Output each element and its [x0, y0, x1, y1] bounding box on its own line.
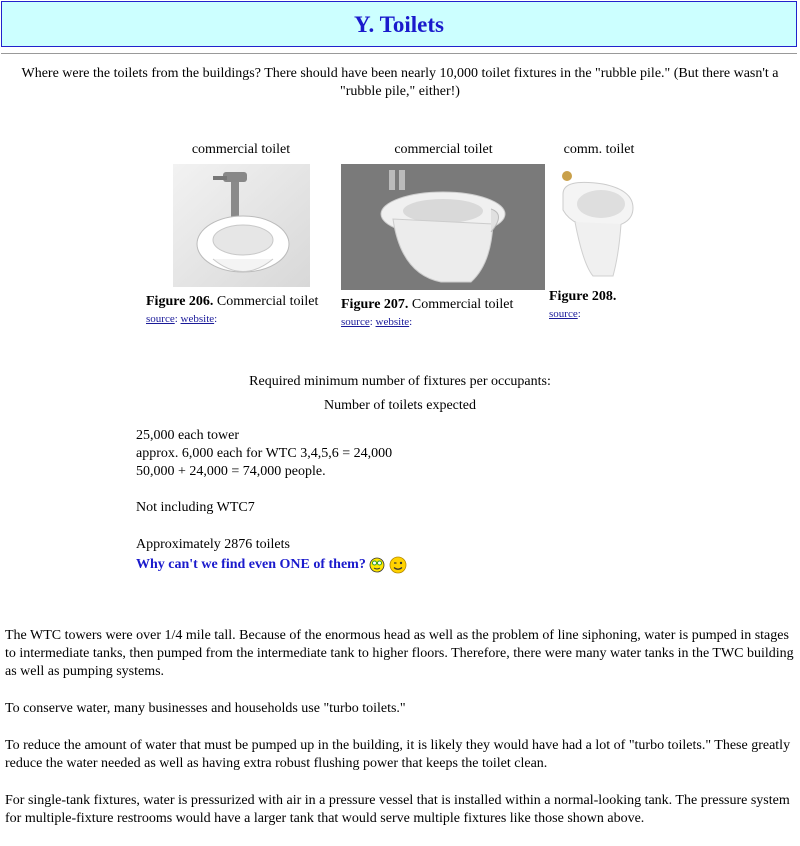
title-banner	[1, 1, 797, 47]
divider	[1, 53, 797, 54]
paragraph-reduce-water: To reduce the amount of water that must be pumped up in the building, it is likely they would have had a lot of "turbo toilets." These greatly reduce the water needed as well as having extra robust flushing power that keeps the toilet clean.	[5, 738, 791, 771]
separator: :	[174, 313, 181, 325]
source-link[interactable]: source	[549, 308, 578, 320]
why-question-line	[136, 556, 407, 574]
figure-206	[146, 141, 336, 328]
paragraph-single-tank: For single-tank fixtures, water is pressurized with air in a pressure vessel that is installed within a normal-looking tank. The pressure system for multiple-fixture restrooms would have a larger tank that would serve multiple fixtures like those shown above.	[5, 793, 790, 826]
intro-paragraph: Where were the toilets from the buildings? There should have been nearly 10,000 toilet fixtures in the "rubble pile." (But there wasn't a "rubble pile," either!)	[21, 66, 779, 99]
website-link[interactable]: website	[180, 313, 215, 325]
commercial-toilet-photo	[553, 164, 641, 282]
separator: :	[409, 316, 413, 328]
paragraph-wtc-water: The WTC towers were over 1/4 mile tall. Because of the enormous head as well as the problem of line siphoning, water is pumped in stages to intermediate tanks, then pumped from the intermediate tank to higher floors. Therefore, there were many water tanks in the TWC building as well as pumping systems.	[5, 628, 794, 679]
not-including-note: Not including WTC7	[136, 500, 255, 515]
source-link[interactable]: source	[146, 313, 175, 325]
separator: :	[369, 316, 376, 328]
page-title: Y. Toilets	[354, 12, 444, 37]
figure-caption	[146, 293, 336, 328]
paragraph-turbo-toilets: To conserve water, many businesses and households use "turbo toilets."	[5, 701, 406, 716]
expected-heading: Number of toilets expected	[323, 398, 476, 413]
figure-number: Figure 208.	[549, 289, 617, 304]
commercial-toilet-photo	[341, 164, 545, 290]
why-question: Why can't we find even ONE of them?	[136, 557, 366, 573]
figure-207	[341, 141, 546, 331]
caption-text: Commercial toilet	[408, 297, 514, 312]
separator: :	[577, 308, 581, 320]
figure-label: commercial toilet	[394, 142, 493, 157]
website-link[interactable]: website	[375, 316, 410, 328]
occupancy-line: 25,000 each tower	[136, 428, 240, 443]
separator: :	[214, 313, 218, 325]
winking-smiley-icon	[389, 556, 407, 574]
figure-208	[549, 141, 649, 323]
occupancy-line: 50,000 + 24,000 = 74,000 people.	[136, 464, 326, 479]
approx-toilets: Approximately 2876 toilets	[136, 537, 290, 552]
source-link[interactable]: source	[341, 316, 370, 328]
occupancy-line: approx. 6,000 each for WTC 3,4,5,6 = 24,000	[136, 446, 393, 461]
caption-text: Commercial toilet	[213, 294, 319, 309]
figure-caption	[341, 296, 546, 331]
figure-number: Figure 206.	[146, 294, 214, 309]
commercial-toilet-photo	[173, 164, 310, 287]
occupancy-block	[136, 427, 392, 481]
figure-label: comm. toilet	[563, 142, 635, 157]
requirements-heading: Required minimum number of fixtures per occupants:	[249, 374, 551, 389]
dizzy-smiley-icon	[369, 557, 385, 573]
figure-caption	[549, 288, 649, 323]
figure-number: Figure 207.	[341, 297, 409, 312]
figure-label: commercial toilet	[191, 142, 291, 157]
